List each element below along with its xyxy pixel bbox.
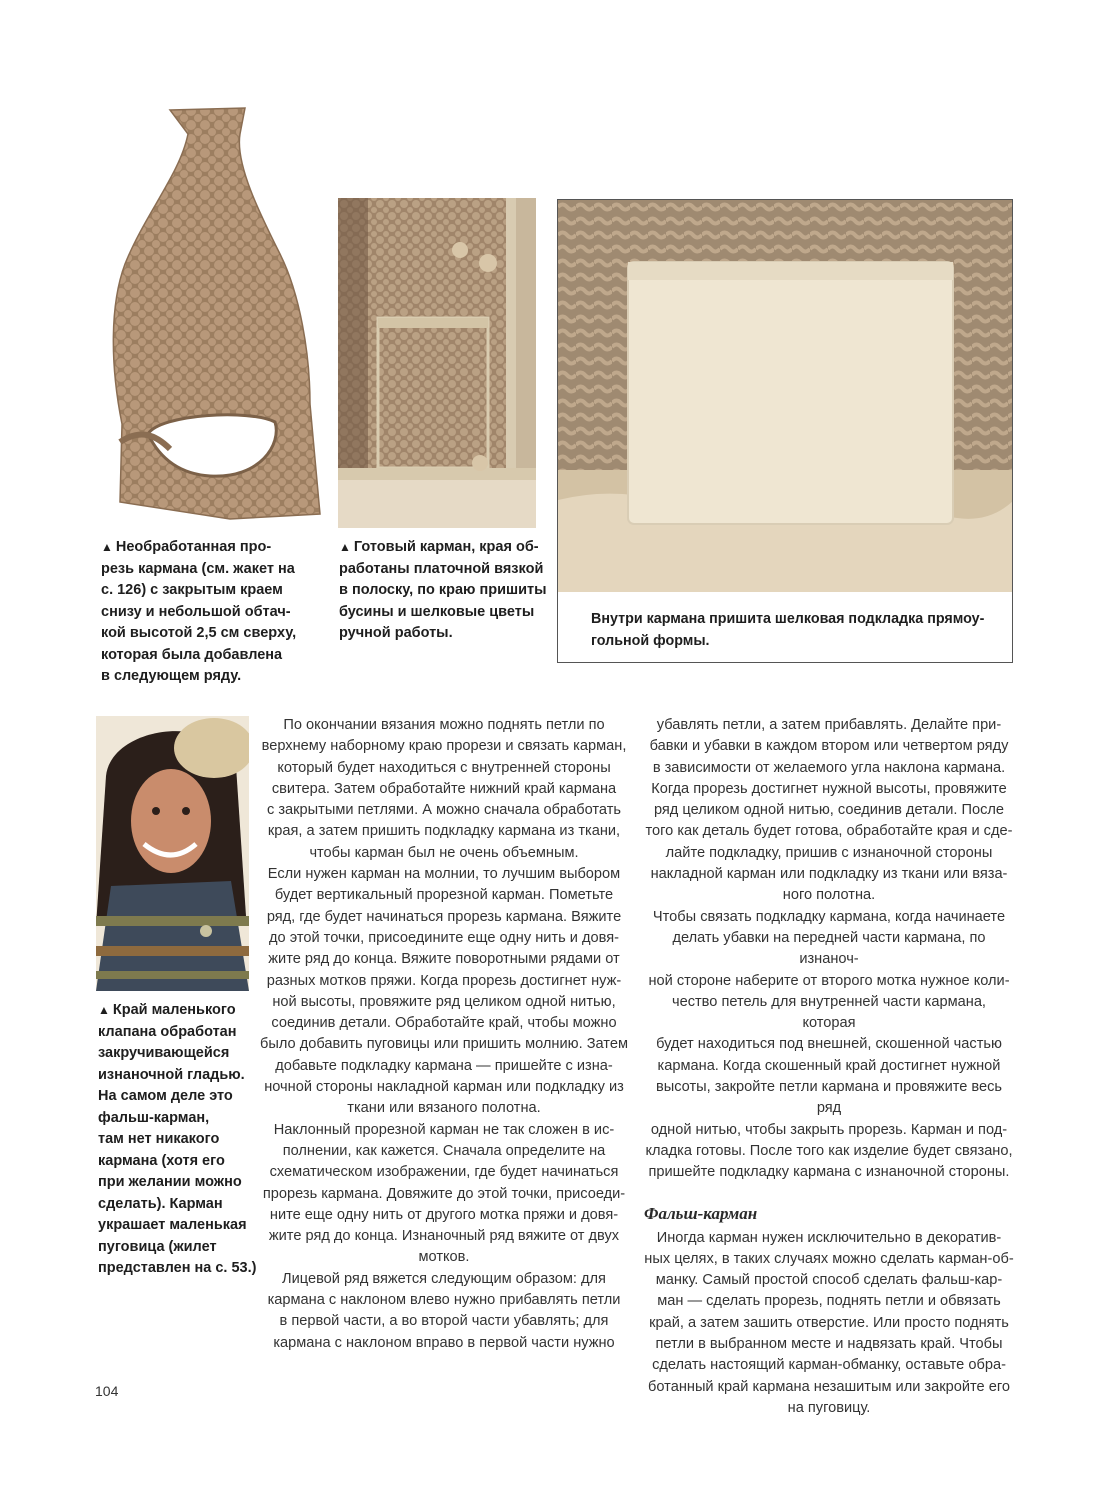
caption-pocket-slit: ▲ Необработанная про- резь кармана (см. жакет на с. 126) с закрытым краем снизу и небольшой обтач- кой высотой 2,5 см сверху, которая была добавлена в следующем ряду. bbox=[101, 539, 297, 684]
pocket-lining-photo bbox=[557, 199, 1013, 592]
body-paragraph: По окончании вязания можно поднять петли по верхнему наборному краю прорези и связать карман, который будет находиться с внутренней стороны свитера. Затем обработайте нижний край кармана с закрытыми петлями. А можно сначала обработать края, а затем пришить подкладку кармана из ткани, чтобы карман был не очень объемным. bbox=[261, 717, 627, 861]
section-heading: Фальш-карман bbox=[644, 1203, 758, 1223]
page-number: 104 bbox=[95, 1383, 119, 1399]
knitted-piece-photo bbox=[100, 104, 325, 526]
girl-portrait-image bbox=[96, 716, 249, 991]
body-paragraph: Если нужен карман на молнии, то лучшим выбором будет вертикальный прорезной карман. Пометьте ряд, где будет начинаться прорезь кармана. Вяжите до этой точки, присоедините еще одну нить и довя- жите ряд до конца. Вяжите поворотными рядами от разных мотков пряжи. Когда прорезь достигнет нуж- ной высоты, провяжите ряд целиком одной нитью, соединив детали. Обработайте край, чтобы можно было добавить пуговицы или пришить молнию. Затем добавьте подкладку кармана — пришейте с изна- ночной стороны накладной карман или подкладку из ткани или вязаного полотна. bbox=[260, 866, 628, 1117]
knitted-piece-image bbox=[100, 104, 325, 526]
body-column-2 bbox=[644, 715, 1014, 1419]
triangle-up-icon: ▲ bbox=[101, 540, 113, 554]
pocket-lining-image bbox=[558, 200, 1013, 592]
caption-pocket-lining: Внутри кармана пришита шелковая подкладка прямоу- гольной формы. bbox=[591, 611, 985, 649]
body-paragraph: Лицевой ряд вяжется следующим образом: для кармана с наклоном влево нужно прибавлять петли в первой части, а во второй части убавлять; для кармана с наклоном вправо в первой части нужно bbox=[267, 1270, 621, 1351]
triangle-up-icon: ▲ bbox=[339, 540, 351, 554]
body-column-1 bbox=[256, 715, 632, 1354]
body-paragraph: убавлять петли, а затем прибавлять. Делайте при- бавки и убавки в каждом втором или четвертом ряду в зависимости от желаемого угла наклона кармана. Когда прорезь достигнет нужной высоты, провяжите ряд целиком одной нитью, соединив детали. После того как деталь будет готова, обработайте края и сде- лайте подкладку, пришив с изнаночной стороны накладной карман или подкладку из ткани или вяза- ного полотна. bbox=[645, 717, 1013, 904]
girl-portrait-photo bbox=[96, 716, 249, 991]
finished-pocket-photo bbox=[338, 198, 536, 528]
caption-finished-pocket: ▲ Готовый карман, края об- работаны платочной вязкой в полоску, по краю пришиты бусины и шелковые цветы ручной работы. bbox=[339, 539, 547, 641]
body-paragraph: Иногда карман нужен исключительно в декоратив- ных целях, в таких случаях можно сделать карман-об- манку. Самый простой способ сделать фальш-кар- ман — сделать прорезь, поднять петли и обвязать край, а затем зашить отверстие. Или просто поднять петли в выбранном месте и надвязать край. Чтобы сделать настоящий карман-обманку, оставьте обра- ботанный край кармана незашитым или закройте его на пуговицу. bbox=[644, 1229, 1014, 1416]
caption-girl-portrait: ▲ Край маленького клапана обработан закручивающейся изнаночной гладью. На самом деле это фальш-карман, там нет никакого кармана (хотя его при желании можно сделать). Карман украшает маленькая пуговица (жилет представлен на с. 53.) bbox=[98, 1002, 257, 1276]
body-paragraph: Наклонный прорезной карман не так сложен в ис- полнении, как кажется. Сначала определите на схематическом изображении, где будет начинаться прорезь кармана. Довяжите до этой точки, присоеди- ните еще одну нить от другого мотка пряжи и довя- жите ряд до конца. Изнаночный ряд вяжите от двух мотков. bbox=[262, 1121, 626, 1266]
finished-pocket-image bbox=[338, 198, 536, 528]
body-paragraph: Чтобы связать подкладку кармана, когда начинаете делать убавки на передней части кармана, по изнаноч- ной стороне наберите от второго мотка нужное коли- чество петель для внутренней части кармана, которая будет находиться под внешней, скошенной частью кармана. Когда скошенный край достигнет нужной высоты, закройте петли кармана и провяжите весь ряд одной нитью, чтобы закрыть прорезь. Карман и под- кладка готовы. После того как изделие будет связано, пришейте подкладку кармана с изнаночной стороны. bbox=[645, 908, 1013, 1181]
caption-pocket-lining-box bbox=[557, 592, 1013, 663]
triangle-up-icon: ▲ bbox=[98, 1003, 110, 1017]
